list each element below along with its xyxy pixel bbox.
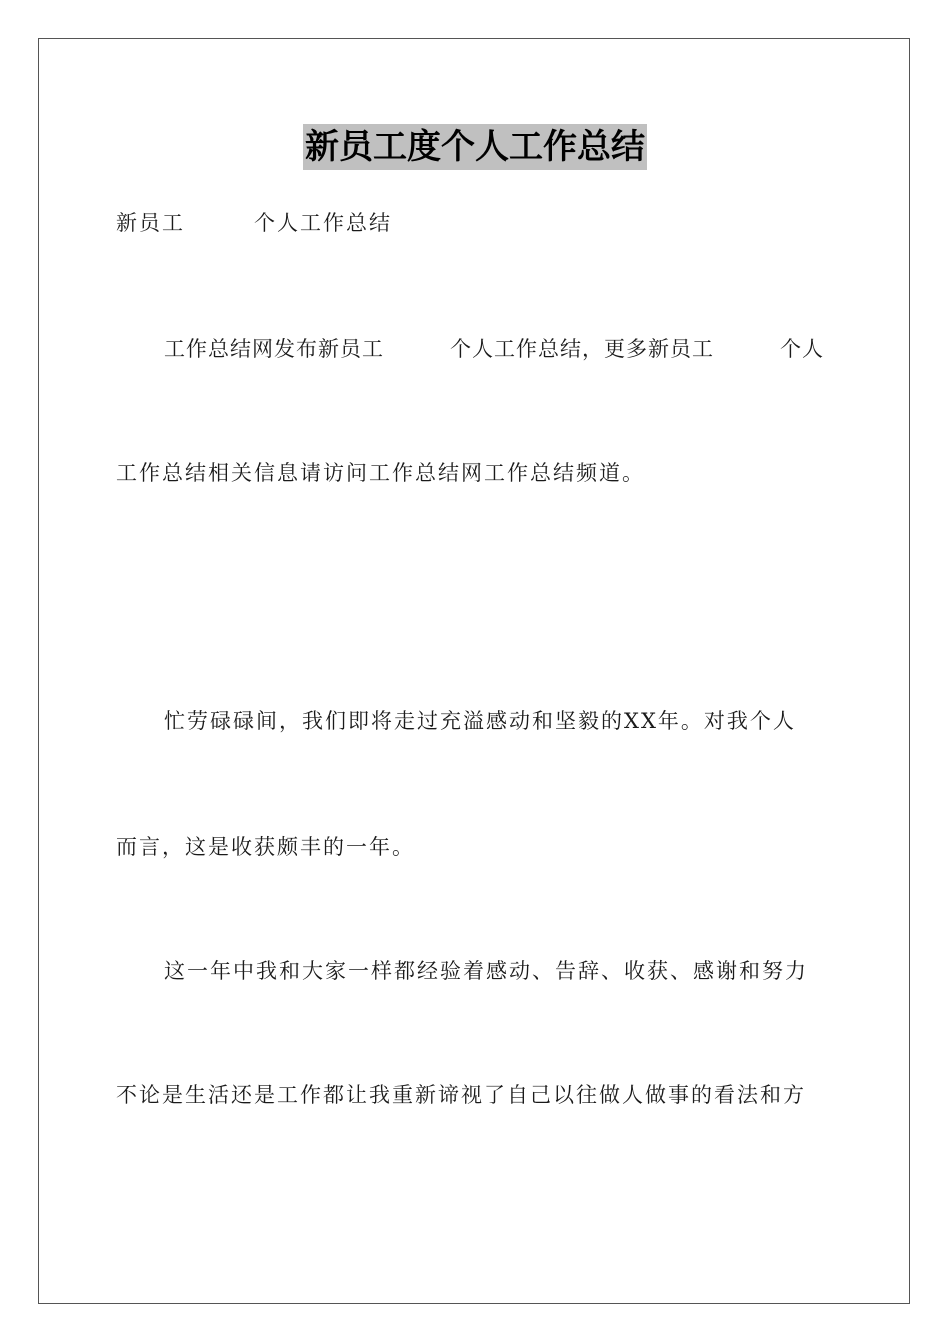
- document-subtitle: 新员工 个人工作总结: [116, 211, 392, 235]
- paragraph-1-line-1: 工作总结网发布新员工 个人工作总结，更多新员工 个人: [164, 337, 824, 361]
- paragraph-3-line-1: 这一年中我和大家一样都经验着感动、告辞、收获、感谢和努力: [164, 959, 808, 983]
- paragraph-2-line-1: 忙劳碌碌间，我们即将走过充溢感动和坚毅的XX年。对我个人: [164, 709, 796, 733]
- document-title: 新员工度个人工作总结: [303, 124, 647, 170]
- paragraph-1-line-2: 工作总结相关信息请访问工作总结网工作总结频道。: [116, 461, 645, 485]
- paragraph-3-line-2: 不论是生活还是工作都让我重新谛视了自己以往做人做事的看法和方: [116, 1083, 806, 1107]
- title-container: [0, 124, 950, 170]
- paragraph-2-line-2: 而言，这是收获颇丰的一年。: [116, 835, 415, 859]
